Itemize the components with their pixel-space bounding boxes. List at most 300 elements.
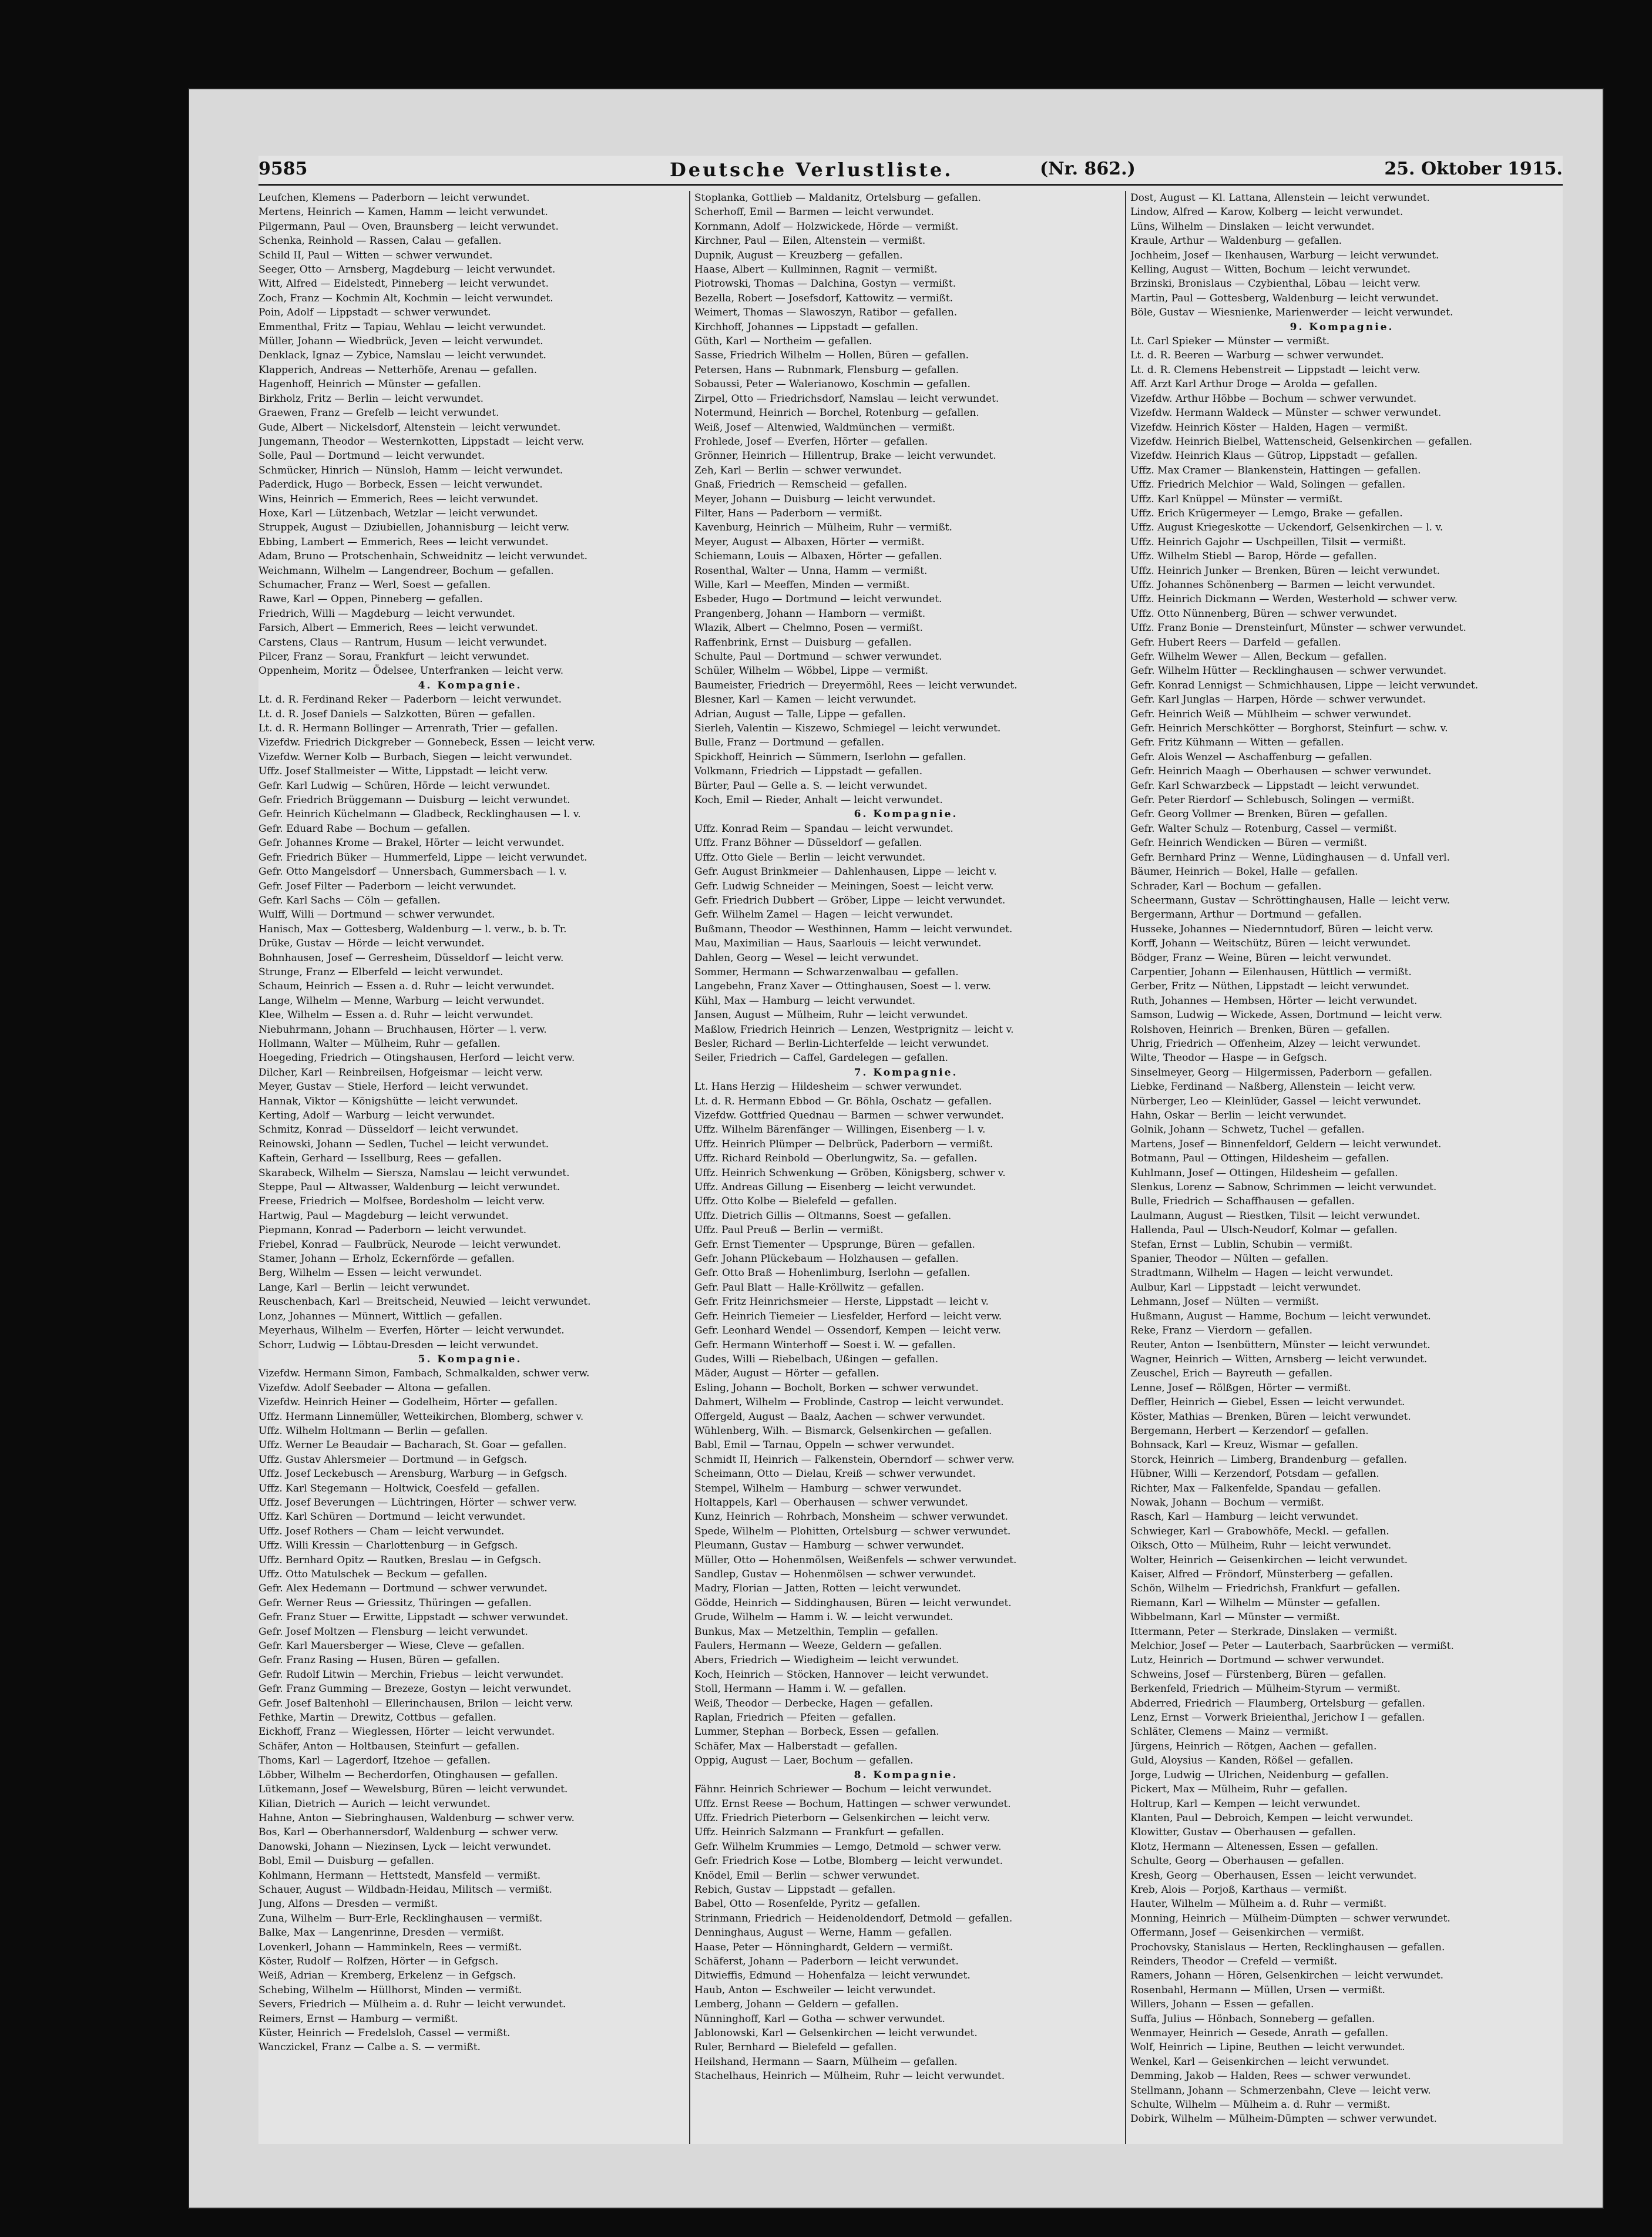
casualty-entry: Uffz. Heinrich Plümper — Delbrück, Paderborn — vermißt. [694,1138,993,1150]
casualty-entry: Spede, Wilhelm — Plohitten, Ortelsburg — schwer verwundet. [694,1525,1011,1537]
casualty-entry: Lt. d. R. Ferdinand Reker — Paderborn — leicht verwundet. [258,694,562,706]
casualty-entry: Gefr. Leonhard Wendel — Ossendorf, Kempen — leicht verw. [694,1325,1001,1337]
casualty-entry: Schebing, Wilhelm — Hüllhorst, Minden — vermißt. [258,1984,522,1996]
casualty-entry: Uffz. Otto Nünnenberg, Büren — schwer verwundet. [1130,607,1398,620]
casualty-entry: Lenz, Ernst — Vorwerk Brieienthal, Jerichow I — gefallen. [1130,1712,1425,1724]
casualty-entry: Stefan, Ernst — Lublin, Schubin — vermißt. [1130,1238,1353,1251]
casualty-entry: Meyer, Johann — Duisburg — leicht verwundet. [694,493,936,505]
casualty-entry: Gefr. Ernst Tiementer — Upsprunge, Büren — gefallen. [694,1238,975,1251]
casualty-entry: Klotz, Hermann — Altenessen, Essen — gefallen. [1130,1840,1379,1853]
casualty-entry: Holtappels, Karl — Oberhausen — schwer verwundet. [694,1496,968,1509]
casualty-entry: Zeuschel, Erich — Bayreuth — gefallen. [1130,1368,1333,1380]
casualty-entry: Lenne, Josef — Rölßgen, Hörter — vermißt. [1130,1382,1351,1394]
column-left [258,191,681,2144]
casualty-entry: Vizefdw. Adolf Seebader — Altona — gefallen. [258,1382,491,1394]
casualty-entry: Gefr. Alex Hedemann — Dortmund — schwer verwundet. [258,1583,548,1595]
casualty-entry: Dilcher, Karl — Reinbreilsen, Hofgeismar — leicht verw. [258,1066,543,1079]
casualty-entry: Nünninghoff, Karl — Gotha — schwer verwundet. [694,2013,945,2025]
casualty-entry: Schmidt II, Heinrich — Falkenstein, Oberndorf — schwer verw. [694,1453,1015,1466]
casualty-entry: Lt. d. R. Hermann Bollinger — Arrenrath, Trier — gefallen. [258,723,558,735]
casualty-entry: Zoch, Franz — Kochmin Alt, Kochmin — leicht verwundet. [258,292,553,304]
casualty-entry: Lummer, Stephan — Borbeck, Essen — gefallen. [694,1726,939,1738]
casualty-entry: Wibbelmann, Karl — Münster — vermißt. [1130,1611,1340,1624]
casualty-entry: Hoegeding, Friedrich — Otingshausen, Herford — leicht verw. [258,1052,575,1064]
casualty-entry: Gefr. Paul Blatt — Halle-Kröllwitz — gefallen. [694,1281,924,1294]
casualty-entry: Lindow, Alfred — Karow, Kolberg — leicht verwundet. [1130,206,1403,219]
casualty-entry: Lt. d. R. Clemens Hebenstreit — Lippstadt — leicht verw. [1130,364,1421,376]
casualty-entry: Brzinski, Bronislaus — Czybienthal, Löbau — leicht verw. [1130,278,1421,290]
casualty-entry: Piepmann, Konrad — Paderborn — leicht verwundet. [258,1224,527,1237]
casualty-entry: Stamer, Johann — Erholz, Eckernförde — gefallen. [258,1253,515,1265]
casualty-entry: Scheimann, Otto — Dielau, Kreiß — schwer verwundet. [694,1468,976,1480]
casualty-entry: Pleumann, Gustav — Hamburg — schwer verwundet. [694,1540,964,1552]
casualty-entry: Uffz. Heinrich Schwenkung — Gröben, Königsberg, schwer v. [694,1167,1006,1179]
casualty-entry: Gefr. Rudolf Litwin — Merchin, Friebus — leicht verwundet. [258,1668,564,1681]
casualty-entry: Jorge, Ludwig — Ulrichen, Neidenburg — gefallen. [1130,1769,1389,1781]
casualty-entry: Wulff, Willi — Dortmund — schwer verwundet. [258,909,495,921]
casualty-entry: Jürgens, Heinrich — Rötgen, Aachen — gefallen. [1130,1740,1377,1752]
casualty-entry: Gefr. Heinrich Merschkötter — Borghorst, Steinfurt — schw. v. [1130,723,1448,735]
column-right [1130,191,1553,2144]
casualty-entry: Gefr. Heinrich Wendicken — Büren — vermißt. [1130,837,1368,849]
casualty-entry: Gefr. Friedrich Dubbert — Gröber, Lippe — leicht verwundet. [694,894,1006,906]
casualty-entry: Bürter, Paul — Gelle a. S. — leicht verwundet. [694,780,928,792]
casualty-entry: Strinmann, Friedrich — Heidenoldendorf, Detmold — gefallen. [694,1912,1013,1924]
casualty-entry: Maßlow, Friedrich Heinrich — Lenzen, Westprignitz — leicht v. [694,1023,1014,1036]
casualty-entry: Korff, Johann — Weitschütz, Büren — leicht verwundet. [1130,938,1411,950]
casualty-entry: Hanisch, Max — Gottesberg, Waldenburg — l. verw., b. b. Tr. [258,923,567,935]
casualty-entry: Gefr. Otto Mangelsdorf — Unnersbach, Gummersbach — l. v. [258,866,567,878]
casualty-entry: Liebke, Ferdinand — Naßberg, Allenstein — leicht verw. [1130,1081,1416,1093]
casualty-entry: Leufchen, Klemens — Paderborn — leicht verwundet. [258,192,530,204]
casualty-entry: Gefr. Bernhard Prinz — Wenne, Lüdinghausen — d. Unfall verl. [1130,851,1450,864]
casualty-entry: Nürberger, Leo — Kleinlüder, Gassel — leicht verwundet. [1130,1095,1421,1107]
casualty-entry: Storck, Heinrich — Limberg, Brandenburg — gefallen. [1130,1453,1408,1466]
company-heading: 4. Kompagnie. [418,679,522,691]
casualty-entry: Kreb, Alois — Porjoß, Karthaus — vermißt. [1130,1883,1347,1896]
casualty-entry: Paderdick, Hugo — Borbeck, Essen — leicht verwundet. [258,479,543,491]
newspaper-page [258,156,1563,2144]
casualty-entry: Spickhoff, Heinrich — Sümmern, Iserlohn — gefallen. [694,751,966,763]
casualty-entry: Lt. d. R. Hermann Ebbod — Gr. Böhla, Oschatz — gefallen. [694,1095,992,1107]
casualty-entry: Gefr. Wilhelm Zamel — Hagen — leicht verwundet. [694,909,953,921]
casualty-entry: Gefr. Karl Mauersberger — Wiese, Cleve — gefallen. [258,1640,525,1652]
casualty-entry: Koch, Heinrich — Stöcken, Hannover — leicht verwundet. [694,1668,989,1681]
casualty-entry: Schäferst, Johann — Paderborn — leicht verwundet. [694,1955,959,1967]
casualty-entry: Farsich, Albert — Emmerich, Rees — leicht verwundet. [258,622,538,634]
casualty-entry: Riemann, Karl — Wilhelm — Münster — gefallen. [1130,1597,1381,1609]
casualty-entry: Stellmann, Johann — Schmerzenbahn, Cleve — leicht verw. [1130,2084,1431,2097]
casualty-entry: Uffz. Bernhard Opitz — Rautken, Breslau — in Gefgsch. [258,1554,542,1566]
casualty-entry: Botmann, Paul — Ottingen, Hildesheim — gefallen. [1130,1153,1389,1165]
casualty-entry: Sierleh, Valentin — Kiszewo, Schmiegel — leicht verwundet. [694,723,1001,735]
casualty-entry: Mertens, Heinrich — Kamen, Hamm — leicht verwundet. [258,206,548,219]
casualty-entry: Vizefdw. Friedrich Dickgreber — Gonnebeck, Essen — leicht verw. [258,737,595,749]
casualty-entry: Uffz. Wilhelm Stiebl — Barop, Hörde — gefallen. [1130,550,1377,563]
casualty-entry: Vizefdw. Arthur Höbbe — Bochum — schwer verwundet. [1130,392,1417,405]
casualty-entry: Frohlede, Josef — Everfen, Hörter — gefallen. [694,435,928,448]
casualty-entry: Schild II, Paul — Witten — schwer verwundet. [258,249,493,261]
casualty-entry: Dost, August — Kl. Lattana, Allenstein — leicht verwundet. [1130,192,1430,204]
casualty-entry: Stempel, Wilhelm — Hamburg — schwer verwundet. [694,1482,962,1494]
casualty-entry: Gudes, Willi — Riebelbach, Ußingen — gefallen. [694,1353,939,1365]
casualty-entry: Gefr. Werner Reus — Griessitz, Thüringen — gefallen. [258,1597,532,1609]
casualty-entry: Graewen, Franz — Grefelb — leicht verwundet. [258,407,499,419]
casualty-entry: Köster, Mathias — Brenken, Büren — leicht verwundet. [1130,1410,1411,1423]
casualty-entry: Heilshand, Hermann — Saarn, Mülheim — gefallen. [694,2055,958,2068]
casualty-entry: Wagner, Heinrich — Witten, Arnsberg — leicht verwundet. [1130,1353,1428,1365]
casualty-entry: Martens, Josef — Binnenfeldorf, Geldern — leicht verwundet. [1130,1138,1442,1150]
casualty-entry: Emmenthal, Fritz — Tapiau, Wehlau — leicht verwundet. [258,321,546,333]
casualty-entry: Gefr. Hubert Reers — Darfeld — gefallen. [1130,636,1341,649]
casualty-entry: Uffz. Dietrich Gillis — Oltmanns, Soest — gefallen. [694,1210,952,1222]
casualty-entry: Rasch, Karl — Hamburg — leicht verwundet. [1130,1511,1359,1523]
casualty-entry: Gefr. Konrad Lennigst — Schmichhausen, Lippe — leicht verwundet. [1130,679,1479,691]
casualty-entry: Witt, Alfred — Eidelstedt, Pinneberg — leicht verwundet. [258,278,549,290]
casualty-entry: Hartwig, Paul — Magdeburg — leicht verwundet. [258,1210,509,1222]
casualty-entry: Bohnhausen, Josef — Gerresheim, Düsseldorf — leicht verw. [258,952,564,964]
casualty-entry: Rosenbahl, Hermann — Müllen, Ursen — vermißt. [1130,1984,1385,1996]
casualty-entry: Gefr. Fritz Heinrichsmeier — Herste, Lippstadt — leicht v. [694,1296,989,1308]
casualty-entry: Vizefdw. Heinrich Bielbel, Wattenscheid, Gelsenkirchen — gefallen. [1130,435,1473,448]
casualty-entry: Willers, Johann — Essen — gefallen. [1130,1998,1314,2011]
casualty-entry: Kraule, Arthur — Waldenburg — gefallen. [1130,235,1342,247]
casualty-entry: Struppek, August — Dziubiellen, Johannisburg — leicht verw. [258,522,570,534]
casualty-entry: Gefr. Alois Wenzel — Aschaffenburg — gefallen. [1130,751,1372,763]
casualty-entry: Birkholz, Fritz — Berlin — leicht verwundet. [258,392,484,405]
casualty-entry: Gefr. Franz Stuer — Erwitte, Lippstadt — schwer verwundet. [258,1611,569,1624]
casualty-entry: Uffz. Paul Preuß — Berlin — vermißt. [694,1224,884,1237]
casualty-entry: Bödger, Franz — Weine, Büren — leicht verwundet. [1130,952,1392,964]
casualty-entry: Grönner, Heinrich — Hillentrup, Brake — leicht verwundet. [694,450,996,462]
casualty-entry: Haase, Albert — Kullminnen, Ragnit — vermißt. [694,264,938,276]
casualty-entry: Seeger, Otto — Arnsberg, Magdeburg — leicht verwundet. [258,264,556,276]
casualty-entry: Koch, Emil — Rieder, Anhalt — leicht verwundet. [694,794,943,807]
casualty-entry: Uffz. Ernst Reese — Bochum, Hattingen — schwer verwundet. [694,1798,1011,1810]
casualty-entry: Steppe, Paul — Altwasser, Waldenburg — leicht verwundet. [258,1181,560,1194]
casualty-entry: Bobl, Emil — Duisburg — gefallen. [258,1855,435,1867]
casualty-entry: Lüns, Wilhelm — Dinslaken — leicht verwundet. [1130,220,1375,233]
casualty-entry: Klee, Wilhelm — Essen a. d. Ruhr — leicht verwundet. [258,1009,534,1022]
casualty-entry: Lehmann, Josef — Nülten — vermißt. [1130,1296,1319,1308]
casualty-entry: Hahne, Anton — Siebringhausen, Waldenburg — schwer verw. [258,1812,575,1824]
casualty-entry: Babl, Emil — Tarnau, Oppeln — schwer verwundet. [694,1439,955,1452]
casualty-entry: Kerting, Adolf — Warburg — leicht verwundet. [258,1110,495,1121]
casualty-entry: Kaftein, Gerhard — Issellburg, Rees — gefallen. [258,1153,502,1165]
casualty-entry: Melchior, Josef — Peter — Lauterbach, Saarbrücken — vermißt. [1130,1640,1454,1652]
casualty-entry: Bezella, Robert — Josefsdorf, Kattowitz — vermißt. [694,292,953,304]
casualty-entry: Adrian, August — Talle, Lippe — gefallen. [694,708,906,720]
casualty-entry: Schmitz, Konrad — Düsseldorf — leicht verwundet. [258,1124,519,1136]
casualty-entry: Gefr. Hermann Winterhoff — Soest i. W. — gefallen. [694,1339,956,1351]
casualty-entry: Löbber, Wilhelm — Becherdorfen, Otinghausen — gefallen. [258,1769,558,1781]
casualty-entry: Zuna, Wilhelm — Burr-Erle, Recklinghausen — vermißt. [258,1912,543,1924]
casualty-entry: Uffz. Josef Leckebusch — Arensburg, Warburg — in Gefgsch. [258,1468,568,1480]
casualty-entry: Jansen, August — Mülheim, Ruhr — leicht verwundet. [694,1009,968,1022]
casualty-entry: Uffz. Friedrich Melchior — Wald, Solingen — gefallen. [1130,479,1406,491]
casualty-entry: Kuhlmann, Josef — Ottingen, Hildesheim — gefallen. [1130,1167,1398,1179]
casualty-entry: Gefr. Franz Gumming — Brezeze, Gostyn — leicht verwundet. [258,1683,572,1695]
casualty-entry: Müller, Johann — Wiedbrück, Jeven — leicht verwundet. [258,335,543,348]
column-middle [694,191,1117,2144]
casualty-entry: Jung, Alfons — Dresden — vermißt. [258,1898,438,1910]
casualty-entry: Gödde, Heinrich — Siddinghausen, Büren — leicht verwundet. [694,1597,1012,1609]
page-number: 9585 [258,159,308,179]
casualty-entry: Bulle, Franz — Dortmund — gefallen. [694,737,885,749]
casualty-entry: Uffz. August Kriegeskotte — Uckendorf, Gelsenkirchen — l. v. [1130,522,1443,534]
casualty-entry: Schulte, Paul — Dortmund — schwer verwundet. [694,651,942,663]
company-heading: 5. Kompagnie. [418,1353,522,1365]
column-divider [689,191,690,2144]
casualty-entry: Wlazik, Albert — Chelmno, Posen — vermißt. [694,622,923,634]
casualty-entry: Gefr. Josef Moltzen — Flensburg — leicht verwundet. [258,1625,528,1638]
casualty-entry: Hallenda, Paul — Ulsch-Neudorf, Kolmar — gefallen. [1130,1224,1398,1237]
casualty-entry: Ruler, Bernhard — Bielefeld — gefallen. [694,2041,897,2054]
casualty-entry: Lt. d. R. Josef Daniels — Salzkotten, Büren — gefallen. [258,708,536,720]
casualty-entry: Offermann, Josef — Geisenkirchen — vermißt. [1130,1927,1364,1939]
casualty-entry: Lovenkerl, Johann — Hamminkeln, Rees — vermißt. [258,1941,522,1953]
casualty-entry: Rebich, Gustav — Lippstadt — gefallen. [694,1883,896,1896]
casualty-entry: Gnaß, Friedrich — Remscheid — gefallen. [694,479,907,491]
casualty-entry: Kornmann, Adolf — Holzwickede, Hörde — vermißt. [694,220,959,233]
casualty-entry: Prangenberg, Johann — Hamborn — vermißt. [694,607,926,620]
casualty-entry: Wilte, Theodor — Haspe — in Gefgsch. [1130,1052,1328,1064]
casualty-entry: Haub, Anton — Eschweiler — leicht verwundet. [694,1984,936,1996]
casualty-entry: Adam, Bruno — Protschenhain, Schweidnitz — leicht verwundet. [258,550,587,563]
casualty-entry: Schauer, August — Wildbadn-Heidau, Militsch — vermißt. [258,1883,552,1896]
casualty-entry: Sinselmeyer, Georg — Hilgermissen, Paderborn — gefallen. [1130,1066,1432,1079]
casualty-entry: Lt. Carl Spieker — Münster — vermißt. [1130,335,1330,348]
casualty-entry: Vizefdw. Gottfried Quednau — Barmen — schwer verwundet. [694,1110,1004,1121]
casualty-entry: Gefr. Ludwig Schneider — Meiningen, Soest — leicht verw. [694,880,994,892]
casualty-entry: Gefr. Walter Schulz — Rotenburg, Cassel — vermißt. [1130,822,1397,835]
casualty-entry: Volkmann, Friedrich — Lippstadt — gefallen. [694,765,923,778]
casualty-entry: Köster, Rudolf — Rolfzen, Hörter — in Gefgsch. [258,1955,499,1967]
casualty-entry: Meyerhaus, Wilhelm — Everfen, Hörter — leicht verwundet. [258,1325,565,1337]
casualty-entry: Weiß, Josef — Altenwied, Waldmünchen — vermißt. [694,421,955,434]
casualty-entry: Schön, Wilhelm — Friedrichsh, Frankfurt — gefallen. [1130,1583,1401,1595]
casualty-entry: Wenmayer, Heinrich — Gesede, Anrath — gefallen. [1130,2027,1389,2039]
casualty-entry: Gefr. Otto Braß — Hohenlimburg, Iserlohn — gefallen. [694,1267,971,1279]
casualty-entry: Zeh, Karl — Berlin — schwer verwundet. [694,464,902,476]
casualty-entry: Skarabeck, Wilhelm — Siersza, Namslau — leicht verwundet. [258,1167,570,1179]
casualty-entry: Hußmann, August — Hamme, Bochum — leicht verwundet. [1130,1310,1431,1322]
casualty-entry: Gefr. Friedrich Kose — Lotbe, Blomberg — leicht verwundet. [694,1855,1003,1867]
casualty-entry: Rosenthal, Walter — Unna, Hamm — vermißt. [694,565,928,577]
casualty-entry: Strunge, Franz — Elberfeld — leicht verwundet. [258,966,503,978]
casualty-entry: Ebbing, Lambert — Emmerich, Rees — leicht verwundet. [258,536,549,548]
casualty-entry: Ruth, Johannes — Hembsen, Hörter — leicht verwundet. [1130,995,1418,1007]
casualty-entry: Raplan, Friedrich — Pfeiten — gefallen. [694,1712,896,1724]
casualty-entry: Sobaussi, Peter — Walerianowo, Koschmin — gefallen. [694,378,971,391]
casualty-entry: Denninghaus, August — Werne, Hamm — gefallen. [694,1927,952,1939]
casualty-entry: Hannak, Viktor — Königshütte — leicht verwundet. [258,1095,518,1107]
casualty-entry: Jochheim, Josef — Ikenhausen, Warburg — leicht verwundet. [1130,249,1439,261]
casualty-entry: Fähnr. Heinrich Schriewer — Bochum — leicht verwundet. [694,1783,992,1796]
casualty-entry: Uffz. Josef Beverungen — Lüchtringen, Hörter — schwer verw. [258,1496,577,1509]
casualty-entry: Kavenburg, Heinrich — Mülheim, Ruhr — vermißt. [694,522,952,534]
casualty-entry: Ditwieffis, Edmund — Hohenfalza — leicht verwundet. [694,1970,971,1982]
casualty-entry: Sandlep, Gustav — Hohenmölsen — schwer verwundet. [694,1568,976,1580]
casualty-entry: Uffz. Otto Giele — Berlin — leicht verwundet. [694,851,926,864]
casualty-entry: Wille, Karl — Meeffen, Minden — vermißt. [694,579,910,591]
casualty-entry: Bergermann, Arthur — Dortmund — gefallen. [1130,909,1362,921]
casualty-entry: Gefr. Friedrich Brüggemann — Duisburg — leicht verwundet. [258,794,570,807]
casualty-entry: Uffz. Gustav Ahlersmeier — Dortmund — in Gefgsch. [258,1453,528,1466]
casualty-entry: Weichmann, Wilhelm — Langendreer, Bochum — gefallen. [258,565,554,577]
casualty-entry: Dobirk, Wilhelm — Mülheim-Dümpten — schwer verwundet. [1130,2113,1437,2125]
casualty-entry: Schulte, Georg — Oberhausen — gefallen. [1130,1855,1345,1867]
casualty-entry: Poin, Adolf — Lippstadt — schwer verwundet. [258,307,491,319]
casualty-entry: Hauter, Wilhelm — Mülheim a. d. Ruhr — vermißt. [1130,1898,1387,1910]
casualty-entry: Kilian, Dietrich — Aurich — leicht verwundet. [258,1798,491,1810]
casualty-entry: Freese, Friedrich — Molfsee, Bordesholm — leicht verw. [258,1195,545,1208]
casualty-entry: Severs, Friedrich — Mülheim a. d. Ruhr — leicht verwundet. [258,1998,566,2011]
casualty-entry: Weiß, Adrian — Kremberg, Erkelenz — in Gefgsch. [258,1970,516,1982]
casualty-entry: Spanier, Theodor — Nülten — gefallen. [1130,1253,1329,1265]
casualty-entry: Uffz. Max Cramer — Blankenstein, Hattingen — gefallen. [1130,464,1421,476]
casualty-entry: Offergeld, August — Baalz, Aachen — schwer verwundet. [694,1410,986,1423]
casualty-entry: Gefr. Josef Filter — Paderborn — leicht verwundet. [258,880,516,892]
casualty-entry: Kelling, August — Witten, Bochum — leicht verwundet. [1130,264,1411,276]
casualty-entry: Ramers, Johann — Hören, Gelsenkirchen — leicht verwundet. [1130,1970,1444,1982]
casualty-entry: Gefr. Peter Rierdorf — Schlebusch, Solingen — vermißt. [1130,794,1415,807]
casualty-entry: Uffz. Heinrich Dickmann — Werden, Westerhold — schwer verw. [1130,593,1458,606]
casualty-entry: Schmücker, Hinrich — Nünsloh, Hamm — leicht verwundet. [258,464,563,476]
casualty-entry: Uffz. Willi Kressin — Charlottenburg — in Gefgsch. [258,1540,518,1552]
casualty-entry: Danowski, Johann — Niezinsen, Lyck — leicht verwundet. [258,1840,552,1853]
casualty-entry: Notermund, Heinrich — Borchel, Rotenburg — gefallen. [694,407,979,419]
casualty-entry: Bäumer, Heinrich — Bokel, Halle — gefallen. [1130,866,1358,878]
casualty-entry: Kühl, Max — Hamburg — leicht verwundet. [694,995,916,1007]
casualty-entry: Pilgermann, Paul — Oven, Braunsberg — leicht verwundet. [258,220,559,233]
casualty-entry: Husseke, Johannes — Niedernntudorf, Büren — leicht verw. [1130,923,1433,935]
casualty-entry: Uffz. Richard Reinbold — Oberlungwitz, Sa. — gefallen. [694,1153,978,1165]
casualty-entry: Bos, Karl — Oberhannersdorf, Waldenburg — schwer verw. [258,1826,559,1839]
casualty-entry: Hollmann, Walter — Mülheim, Ruhr — gefallen. [258,1037,501,1050]
casualty-entry: Jablonowski, Karl — Gelsenkirchen — leicht verwundet. [694,2027,978,2039]
casualty-entry: Kirchner, Paul — Eilen, Altenstein — vermißt. [694,235,926,247]
casualty-entry: Gefr. Johann Plückebaum — Holzhausen — gefallen. [694,1253,959,1265]
casualty-entry: Gefr. August Brinkmeier — Dahlenhausen, Lippe — leicht v. [694,866,997,878]
casualty-entry: Meyer, August — Albaxen, Hörter — vermißt. [694,536,925,548]
casualty-entry: Wolter, Heinrich — Geisenkirchen — leicht verwundet. [1130,1554,1408,1566]
casualty-entry: Mäder, August — Hörter — gefallen. [694,1368,879,1380]
casualty-entry: Carstens, Claus — Rantrum, Husum — leicht verwundet. [258,636,547,649]
casualty-entry: Deffler, Heinrich — Giebel, Essen — leicht verwundet. [1130,1396,1405,1409]
casualty-entry: Langebehn, Franz Xaver — Ottinghausen, Soest — l. verw. [694,980,991,993]
issue-number: (Nr. 862.) [1040,159,1136,179]
header-rule [258,184,1563,186]
casualty-entry: Reinowski, Johann — Sedlen, Tuchel — leicht verwundet. [258,1138,549,1150]
casualty-entry: Aff. Arzt Karl Arthur Droge — Arolda — gefallen. [1130,378,1378,391]
casualty-entry: Blesner, Karl — Kamen — leicht verwundet. [694,694,916,706]
casualty-entry: Wanczickel, Franz — Calbe a. S. — vermißt. [258,2041,481,2054]
casualty-entry: Nowak, Johann — Bochum — vermißt. [1130,1496,1324,1509]
casualty-entry: Vizefdw. Hermann Waldeck — Münster — schwer verwundet. [1130,407,1442,419]
casualty-entry: Grude, Wilhelm — Hamm i. W. — leicht verwundet. [694,1611,953,1624]
casualty-entry: Kaiser, Alfred — Fröndorf, Münsterberg — gefallen. [1130,1568,1394,1580]
casualty-entry: Uffz. Heinrich Gajohr — Uschpeillen, Tilsit — vermißt. [1130,536,1406,548]
casualty-entry: Gefr. Wilhelm Krummies — Lemgo, Detmold — schwer verw. [694,1840,1002,1853]
casualty-entry: Stoplanka, Gottlieb — Maldanitz, Ortelsburg — gefallen. [694,192,981,204]
casualty-entry: Uffz. Otto Matulschek — Beckum — gefallen. [258,1568,488,1580]
casualty-entry: Vizefdw. Heinrich Klaus — Gütrop, Lippstadt — gefallen. [1130,450,1418,462]
casualty-entry: Güth, Karl — Northeim — gefallen. [694,335,872,348]
casualty-entry: Holtrup, Karl — Kempen — leicht verwundet. [1130,1798,1361,1810]
casualty-entry: Madry, Florian — Jatten, Rotten — leicht verwundet. [694,1583,961,1595]
casualty-entry: Oppig, August — Laer, Bochum — gefallen. [694,1755,914,1767]
casualty-entry: Sasse, Friedrich Wilhelm — Hollen, Büren — gefallen. [694,350,969,362]
casualty-entry: Uffz. Josef Rothers — Cham — leicht verwundet. [258,1525,505,1537]
casualty-entry: Reuter, Anton — Isenbüttern, Münster — leicht verwundet. [1130,1339,1431,1351]
casualty-entry: Schenka, Reinhold — Rassen, Calau — gefallen. [258,235,502,247]
casualty-entry: Schläter, Clemens — Mainz — vermißt. [1130,1726,1329,1738]
casualty-entry: Kresh, Georg — Oberhausen, Essen — leicht verwundet. [1130,1869,1417,1882]
casualty-entry: Gefr. Friedrich Büker — Hummerfeld, Lippe — leicht verwundet. [258,851,587,864]
casualty-entry: Uffz. Heinrich Junker — Brenken, Büren — leicht verwundet. [1130,565,1441,577]
casualty-entry: Uffz. Werner Le Beaudair — Bacharach, St. Goar — gefallen. [258,1439,567,1452]
casualty-entry: Pilcer, Franz — Sorau, Frankfurt — leicht verwundet. [258,651,530,663]
casualty-entry: Raffenbrink, Ernst — Duisburg — gefallen. [694,636,912,649]
casualty-entry: Solle, Paul — Dortmund — leicht verwundet. [258,450,485,462]
casualty-entry: Lonz, Johannes — Münnert, Wittlich — gefallen. [258,1310,503,1322]
casualty-entry: Gefr. Wilhelm Wewer — Allen, Beckum — gefallen. [1130,651,1387,663]
company-heading: 6. Kompagnie. [854,808,958,821]
casualty-entry: Uffz. Franz Bonie — Drensteinfurt, Münster — schwer verwundet. [1130,622,1466,634]
casualty-entry: Uffz. Wilhelm Holtmann — Berlin — gefallen. [258,1425,488,1437]
casualty-entry: Uffz. Hermann Linnemüller, Wetteikirchen, Blomberg, schwer v. [258,1410,584,1423]
casualty-entry: Kunz, Heinrich — Rohrbach, Monsheim — schwer verwundet. [694,1511,1008,1523]
casualty-entry: Uffz. Heinrich Salzmann — Frankfurt — gefallen. [694,1826,944,1839]
casualty-entry: Wenkel, Karl — Geisenkirchen — leicht verwundet. [1130,2055,1389,2068]
casualty-entry: Suffa, Julius — Hönbach, Sonneberg — gefallen. [1130,2013,1375,2025]
casualty-entry: Schrader, Karl — Bochum — gefallen. [1130,880,1322,892]
casualty-entry: Wolf, Heinrich — Lipine, Beuthen — leicht verwundet. [1130,2041,1405,2054]
casualty-entry: Reinders, Theodor — Crefeld — vermißt. [1130,1955,1338,1967]
casualty-entry: Gefr. Karl Schwarzbeck — Lippstadt — leicht verwundet. [1130,780,1420,792]
casualty-entry: Dupnik, August — Kreuzberg — gefallen. [694,249,903,261]
casualty-entry: Reuschenbach, Karl — Breitscheid, Neuwied — leicht verwundet. [258,1296,591,1308]
casualty-entry: Stradtmann, Wilhelm — Hagen — leicht verwundet. [1130,1267,1394,1279]
casualty-entry: Haase, Peter — Hönninghardt, Geldern — vermißt. [694,1941,953,1953]
running-title: Deutsche Verlustliste. [670,159,953,181]
casualty-entry: Schulte, Wilhelm — Mülheim a. d. Ruhr — vermißt. [1130,2099,1391,2111]
company-heading: 8. Kompagnie. [854,1769,958,1781]
casualty-entry: Niebuhrmann, Johann — Bruchhausen, Hörter — l. verw. [258,1023,547,1036]
casualty-entry: Uffz. Konrad Reim — Spandau — leicht verwundet. [694,822,953,835]
casualty-entry: Uffz. Wilhelm Bärenfänger — Willingen, Eisenberg — l. v. [694,1124,986,1136]
casualty-entry: Dahlen, Georg — Wesel — leicht verwundet. [694,952,919,964]
casualty-entry: Lt. Hans Herzig — Hildesheim — schwer verwundet. [694,1081,962,1093]
casualty-entry: Gefr. Heinrich Tiemeier — Liesfelder, Herford — leicht verw. [694,1310,1002,1322]
casualty-entry: Friebel, Konrad — Faulbrück, Neurode — leicht verwundet. [258,1238,561,1251]
casualty-entry: Uffz. Josef Stallmeister — Witte, Lippstadt — leicht verw. [258,765,548,778]
casualty-entry: Schiemann, Louis — Albaxen, Hörter — gefallen. [694,550,942,563]
company-heading: 7. Kompagnie. [854,1066,958,1079]
casualty-entry: Hagenhoff, Heinrich — Münster — gefallen. [258,378,481,391]
casualty-entry: Gefr. Heinrich Weiß — Mühlheim — schwer verwundet. [1130,708,1412,720]
casualty-entry: Gefr. Eduard Rabe — Bochum — gefallen. [258,822,471,835]
casualty-entry: Petersen, Hans — Rubnmark, Flensburg — gefallen. [694,364,959,376]
casualty-entry: Lemberg, Johann — Geldern — gefallen. [694,1998,899,2011]
casualty-entry: Balke, Max — Langenrinne, Dresden — vermißt. [258,1927,504,1939]
casualty-entry: Thoms, Karl — Lagerdorf, Itzehoe — gefallen. [258,1755,491,1767]
casualty-entry: Uffz. Andreas Gillung — Eisenberg — leicht verwundet. [694,1181,976,1194]
casualty-entry: Sommer, Hermann — Schwarzenwalbau — gefallen. [694,966,959,978]
casualty-entry: Vizefdw. Heinrich Köster — Halden, Hagen — vermißt. [1130,421,1408,434]
casualty-entry: Schumacher, Franz — Werl, Soest — gefallen. [258,579,491,591]
